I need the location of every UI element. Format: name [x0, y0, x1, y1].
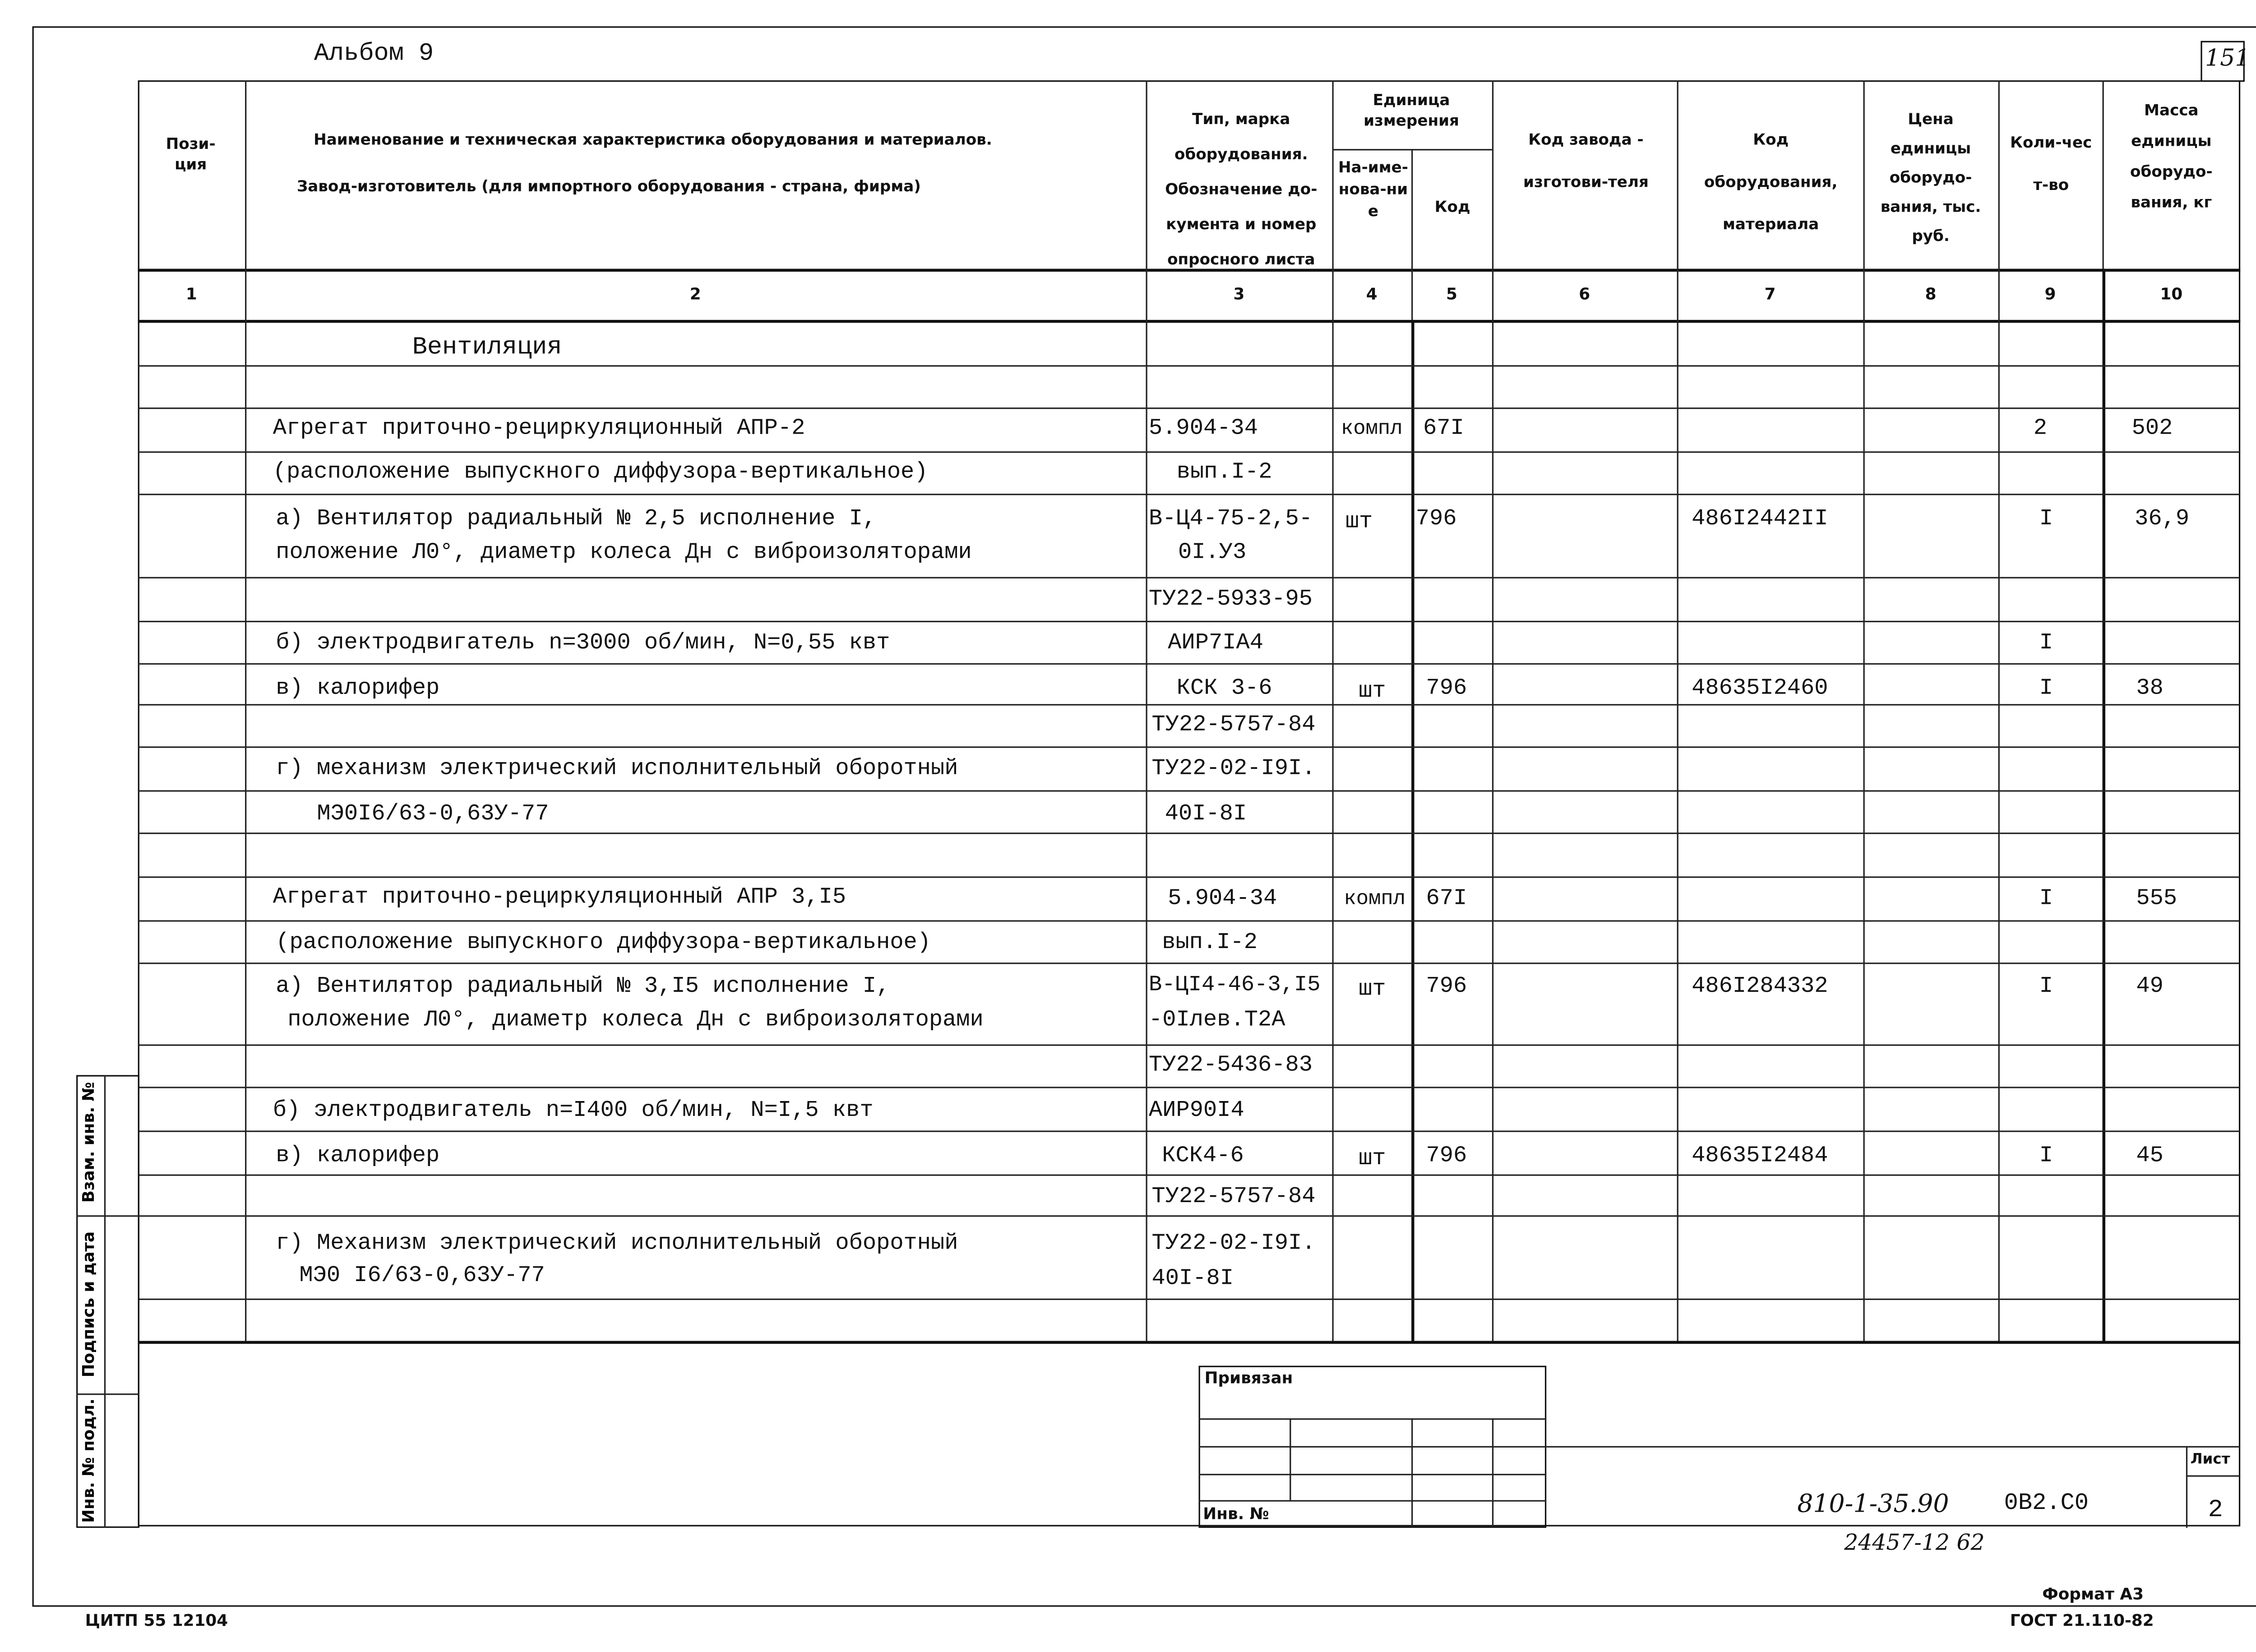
item-type: АИР7IА4 — [1168, 629, 1264, 656]
col-number: 1 — [185, 285, 197, 304]
binding-label: Привязан — [1204, 1369, 1293, 1388]
item-name: в) калорифер — [276, 675, 440, 701]
col-line-8 — [1998, 80, 2000, 1342]
col-number: 9 — [2044, 285, 2056, 304]
item-name: а) Вентилятор радиальный № 3,I5 исполнение I, — [276, 972, 890, 1000]
col-line-5 — [1492, 80, 1493, 1342]
row-line — [138, 746, 2241, 748]
item-equipment-code: 48635I2484 — [1692, 1142, 1828, 1169]
handwritten-note: 24457-12 62 — [1844, 1529, 1985, 1556]
sheet-corner-number: 151 — [2205, 44, 2250, 72]
item-unit-code: 67I — [1423, 415, 1464, 441]
item-unit: шт — [1358, 677, 1386, 704]
item-type: ТУ22-5933-95 — [1149, 586, 1313, 612]
row-line — [138, 790, 2241, 791]
col-line-9-body — [2103, 269, 2106, 1342]
item-name: (расположение выпускного диффузора-вертикальное) — [273, 458, 928, 485]
item-name: б) электродвигатель n=I400 об/мин, N=I,5 квт — [273, 1097, 874, 1124]
row-line — [138, 494, 2241, 495]
col-header-unit-group: Единица измерения — [1364, 92, 1459, 130]
item-name: (расположение выпускного диффузора-вертикальное) — [276, 929, 931, 955]
row-line — [138, 876, 2241, 878]
item-type-cont: 0I.У3 — [1178, 539, 1247, 565]
item-mass: 502 — [2131, 415, 2173, 441]
col-number: 8 — [1925, 285, 1937, 304]
item-unit-code: 67I — [1426, 885, 1467, 912]
inventory-label: Инв. № — [1203, 1504, 1269, 1524]
list-number: 2 — [2208, 1497, 2223, 1525]
row-line — [138, 1044, 2241, 1046]
col-number: 10 — [2160, 285, 2183, 304]
item-name: б) электродвигатель n=3000 об/мин, N=0,55 квт — [276, 629, 890, 656]
item-name: Агрегат приточно-рециркуляционный АПР-2 — [273, 415, 805, 441]
col-header-factory-code: Код завода - изготови-теля — [1523, 131, 1649, 192]
row-line — [138, 1299, 2241, 1300]
binding-line — [1199, 1418, 1547, 1420]
item-type-cont: -0Iлев.Т2А — [1149, 1006, 1285, 1033]
item-quantity: I — [2039, 972, 2053, 1000]
item-name: МЭ0I6/63-0,63У-77 — [317, 800, 549, 827]
col-header-name-line1: Наименование и техническая характеристика оборудования и материалов. — [314, 131, 992, 149]
item-quantity: I — [2039, 675, 2053, 701]
item-quantity: I — [2039, 885, 2053, 912]
item-name-cont: МЭ0 I6/63-0,63У-77 — [299, 1262, 545, 1289]
item-quantity: 2 — [2033, 415, 2047, 441]
item-mass: 45 — [2136, 1142, 2164, 1169]
stamp-original-inv: Инв. № подл. — [79, 1398, 98, 1523]
row-line — [138, 704, 2241, 705]
item-mass: 555 — [2136, 885, 2177, 912]
section-title: Вентиляция — [412, 334, 562, 362]
row-line — [138, 1215, 2241, 1217]
item-mass: 36,9 — [2135, 505, 2190, 532]
col-header-price: Цена единицы оборудо-вания, тыс. руб. — [1880, 111, 1981, 245]
col-line-9 — [2103, 80, 2104, 269]
list-label: Лист — [2190, 1452, 2230, 1468]
binding-line — [1199, 1474, 1547, 1475]
row-line — [138, 963, 2241, 964]
item-type: вып.I-2 — [1176, 458, 1272, 485]
document-code: 810-1-35.90 — [1797, 1490, 1949, 1519]
item-type: 5.904-34 — [1168, 885, 1277, 912]
item-quantity: I — [2039, 1142, 2053, 1169]
item-name: в) калорифер — [276, 1142, 440, 1169]
col-number: 3 — [1233, 285, 1245, 304]
col-header-equipment-code: Код оборудования, материала — [1704, 131, 1838, 234]
item-name: г) механизм электрический исполнительный оборотный — [276, 755, 958, 782]
col-header-type: Тип, марка оборудования. Обозначение до-кумента и номер опросного листа — [1165, 111, 1318, 269]
item-type: ТУ22-5436-83 — [1149, 1051, 1313, 1078]
item-type: 40I-8I — [1165, 800, 1247, 827]
item-type: КСК4-6 — [1162, 1142, 1244, 1169]
footer-format: Формат А3 — [2042, 1585, 2144, 1604]
col-line-3 — [1332, 80, 1333, 1342]
row-line — [138, 1130, 2241, 1132]
item-type: ТУ22-5757-84 — [1151, 711, 1316, 738]
footer-left: ЦИТП 55 12104 — [85, 1611, 228, 1630]
stamp-replacement-inv: Взам. инв. № — [79, 1082, 98, 1203]
item-type-cont: 40I-8I — [1151, 1265, 1234, 1291]
col-line-7 — [1863, 80, 1865, 1342]
col-line-4-body — [1411, 320, 1415, 1342]
row-line — [138, 833, 2241, 834]
row-line — [138, 451, 2241, 453]
binding-line — [1199, 1500, 1547, 1501]
col-header-name-line2: Завод-изготовитель (для импортного оборудования - страна, фирма) — [296, 178, 921, 196]
item-name: а) Вентилятор радиальный № 2,5 исполнение I, — [276, 505, 877, 532]
row-line — [138, 663, 2241, 665]
col-number: 7 — [1764, 285, 1776, 304]
item-unit: шт — [1358, 1145, 1386, 1172]
col-header-position: Пози-ция — [166, 136, 216, 174]
col-number: 2 — [689, 285, 701, 304]
col-number: 6 — [1579, 285, 1590, 304]
list-cell-divider — [2186, 1446, 2187, 1528]
item-unit: компл — [1344, 888, 1406, 912]
footer-gost: ГОСТ 21.110-82 — [2010, 1611, 2154, 1630]
item-type: В-Ц4-75-2,5- — [1149, 505, 1313, 532]
binding-line — [1199, 1446, 1547, 1448]
item-type: АИР90I4 — [1149, 1097, 1244, 1124]
item-type: В-ЦI4-46-3,I5 — [1149, 972, 1321, 998]
item-unit-code: 796 — [1415, 505, 1457, 532]
thick-box-bottom — [1411, 1341, 2104, 1344]
item-mass: 38 — [2136, 675, 2164, 701]
item-type: КСК 3-6 — [1176, 675, 1272, 701]
stamp-signature-date: Подпись и дата — [79, 1231, 98, 1378]
list-cell-line — [2186, 1475, 2240, 1476]
item-unit: компл — [1341, 417, 1403, 441]
item-mass: 49 — [2136, 972, 2164, 1000]
binding-col — [1411, 1418, 1413, 1528]
row-line — [138, 365, 2241, 366]
title-line — [1546, 1446, 2240, 1448]
item-type: вып.I-2 — [1162, 929, 1258, 955]
col-line-6 — [1677, 80, 1678, 1342]
item-quantity: I — [2039, 629, 2053, 656]
row-line — [138, 621, 2241, 622]
item-type: 5.904-34 — [1149, 415, 1258, 441]
row-line — [138, 1175, 2241, 1176]
row-line — [138, 407, 2241, 409]
row-line — [138, 577, 2241, 578]
numbers-bottom-line — [138, 320, 2241, 323]
item-name-cont: положение Л0°, диаметр колеса Дн с виброизоляторами — [287, 1006, 984, 1033]
row-line — [138, 1087, 2241, 1088]
item-name: г) Механизм электрический исполнительный оборотный — [276, 1230, 958, 1256]
item-unit-code: 796 — [1426, 1142, 1467, 1169]
col-header-unit-code: Код — [1434, 199, 1470, 217]
binding-col — [1492, 1418, 1493, 1528]
item-unit-code: 796 — [1426, 972, 1467, 1000]
item-name: Агрегат приточно-рециркуляционный АПР 3,I5 — [273, 884, 846, 910]
item-equipment-code: 486I2442II — [1692, 505, 1828, 532]
col-line-2 — [1146, 80, 1147, 1342]
item-unit: шт — [1345, 508, 1373, 535]
col-header-mass: Масса единицы оборудо-вания, кг — [2130, 102, 2213, 212]
item-name-cont: положение Л0°, диаметр колеса Дн с виброизоляторами — [276, 539, 972, 565]
side-stamp-line — [76, 1215, 139, 1217]
side-stamp-divider — [104, 1075, 106, 1527]
item-equipment-code: 486I284332 — [1692, 972, 1828, 1000]
row-line — [138, 920, 2241, 921]
item-type: ТУ22-02-I9I. — [1151, 1230, 1316, 1256]
col-header-quantity: Коли-чест-во — [2010, 134, 2092, 194]
col-header-unit-name: На-име-нова-ние — [1338, 159, 1408, 221]
item-unit: шт — [1358, 976, 1386, 1002]
item-quantity: I — [2039, 505, 2053, 532]
binding-col — [1290, 1418, 1291, 1500]
album-label: Альбом 9 — [314, 41, 434, 69]
item-type: ТУ22-5757-84 — [1151, 1183, 1316, 1210]
col-number: 5 — [1446, 285, 1457, 304]
item-equipment-code: 48635I2460 — [1692, 675, 1828, 701]
col-line-1 — [245, 80, 246, 1342]
item-unit-code: 796 — [1426, 675, 1467, 701]
item-type: ТУ22-02-I9I. — [1151, 755, 1316, 782]
col-number: 4 — [1366, 285, 1378, 304]
document-mark: 0В2.С0 — [2004, 1490, 2089, 1517]
